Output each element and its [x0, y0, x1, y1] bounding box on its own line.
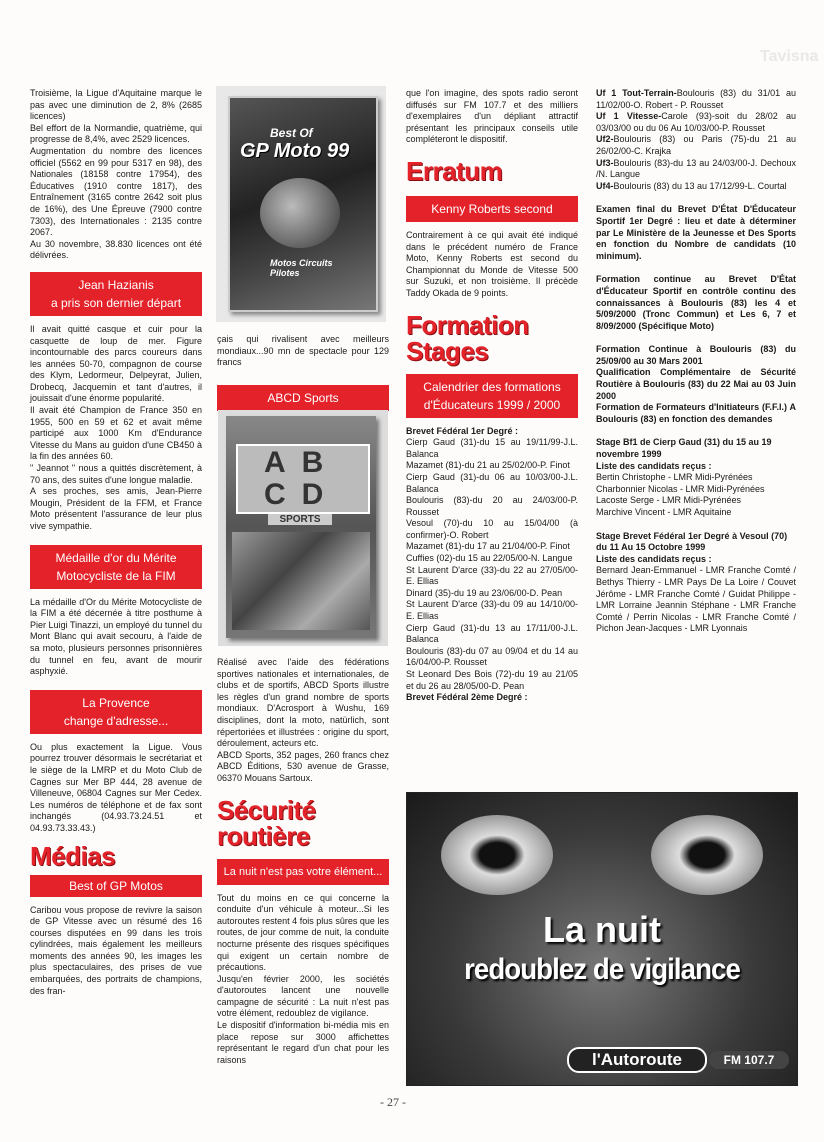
abcd-heading: ABCD Sports	[217, 385, 389, 411]
uf-list	[596, 88, 796, 192]
ad-radio: FM 107.7	[709, 1051, 789, 1069]
list-item: Charbonnier Nicolas - LMR Midi-Pyrénées	[596, 483, 765, 494]
examen-text: Examen final du Brevet D'État D'Éducateur Sportif 1er Degré : lieu et date à déterminer par Le Ministère de la Jeunesse et Des Sports en fonction du Nombre de candidats (10 minimum).	[596, 204, 796, 261]
paragraph: Au 30 novembre, 38.830 licences ont été délivrées.	[30, 238, 202, 261]
paragraph: " Jeannot " nous a quittés discrètement, à 70 ans, des suites d'une longue maladie.	[30, 463, 202, 485]
heading-line: La Provence	[82, 695, 150, 710]
erratum-title: Erratum	[406, 155, 503, 186]
list-item: Cierp Gaud (31)-du 06 au 10/03/00-J.L. Balanca	[406, 471, 578, 494]
formateurs-text: Formation de Formateurs d'Initiateurs (F.F.I.) A Boulouris (83) en fonction des demandes	[596, 402, 796, 424]
list-item: Cierp Gaud (31)-du 15 au 19/11/99-J.L. Balanca	[406, 437, 578, 459]
list-item: Marchive Vincent - LMR Aquitaine	[596, 507, 732, 517]
provence-heading	[30, 690, 202, 734]
heading-line: d'Éducateurs 1999 / 2000	[423, 397, 561, 412]
uf-text: Boulouris (83)-du 13 au 24/03/00-J. Dechoux /N. Langue	[596, 157, 796, 180]
heading-line: Motocycliste de la FIM	[56, 568, 176, 583]
paragraph: Bel effort de la Normandie, quatrième, qui progresse de 8,4%, avec 2529 licences.	[30, 122, 202, 145]
list-item: Cierp Gaud (31)-du 13 au 17/11/00-J.L. Balanca	[406, 622, 578, 645]
paragraph: Le dispositif d'information bi-média mis en place repose sur 3000 affichettes représentant le regard d'un chat pour les raisons	[217, 1020, 389, 1065]
paragraph: ABCD Sports, 352 pages, 260 francs chez ABCD Éditions, 530 avenue de Grasse, 06370 Mouans Sartoux.	[217, 749, 389, 783]
list-item	[596, 111, 796, 134]
heading-line: a pris son dernier départ	[50, 295, 182, 310]
uf-text: Boulouris (83) ou Paris (75)-du 21 au 26/02/00-C. Krajka	[596, 134, 796, 156]
stage2-list: Bernard Jean-Emmanuel - LMR Franche Comté / Bethys Thierry - LMR Pays De La Loire / Couvet Jérôme - LMR Franche Comté / Guidat Philippe - LMR Lorraine Jeannin Stéphane - LMR Franche Comté / Perrin Nicolas - LMR Franche Comté / Pichon Jean-Jacques - LMR Lyonnais	[596, 565, 796, 634]
qualif-text: Qualification Complémentaire de Sécurité Routière à Boulouris (83) du 22 Mai au 03 Juin 2000	[596, 367, 796, 401]
list-item	[596, 181, 796, 193]
stage2-list-heading: Liste des candidats reçus :	[596, 553, 712, 564]
uf-label: Uf3-	[596, 157, 614, 168]
list-item: Vesoul (70)-du 10 au 15/04/00 (à confirmer)-O. Robert	[406, 518, 578, 540]
medias-title: Médias	[30, 840, 116, 871]
list-item	[596, 158, 796, 181]
list-item: Mazamet (81)-du 17 au 21/04/00-P. Finot	[406, 541, 570, 552]
paragraph: Jusqu'en février 2000, les sociétés d'autoroutes lancent une nouvelle campagne de sécurité : La nuit n'est pas votre élément, redoublez de vigilance.	[217, 973, 389, 1019]
uf-label: Uf2-	[596, 134, 614, 145]
title-line: Sécurité	[217, 794, 316, 825]
heading-line: Jean Hazianis	[78, 277, 154, 292]
dvd-cover-image	[216, 86, 386, 322]
uf-text: Carole (93)-soit du 28/02 au 03/03/00 ou du 06 Au 10/03/00-P. Rousset	[596, 111, 796, 133]
nuit-text-cont: que l'on imagine, des spots radio seront diffusés sur FM 107.7 et des milliers d'exemplaires d'un dépliant attractif présentant les principaux conseils utile compléteront le dispositif.	[406, 88, 578, 145]
stage1-heading: Stage Bf1 de Cierp Gaud (31) du 15 au 19 novembre 1999	[596, 437, 772, 460]
column-4	[596, 88, 796, 635]
cover-text: AB	[264, 446, 340, 479]
list-item: St Laurent D'arce (33)-du 09 au 14/10/00-E. Ellias	[406, 599, 578, 622]
cover-text: Best Of	[270, 126, 313, 140]
cover-text: CD	[264, 478, 340, 511]
uf-label: Uf4-	[596, 180, 614, 191]
uf-label: Uf 1 Vitesse-	[596, 111, 662, 122]
ad-brand: l'Autoroute	[567, 1047, 707, 1073]
cover-title: GP Moto 99	[240, 140, 350, 162]
list-item: Lacoste Serge - LMR Midi-Pyrénées	[596, 495, 742, 506]
paragraph: Réalisé avec l'aide des fédérations sportives nationales et internationales, de clubs et de sportifs, ABCD Sports illustre les règles d'un grand nombre de sports mondiaux. D'Acrosport à Wushu, 169 disciplines, dont la moto, natürlich, sont répertoriées et illustrées : origine du sport, déroulement, acteurs etc.	[217, 657, 389, 749]
paragraph: Troisième, la Ligue d'Aquitaine marque le pas avec une diminution de 2, 8% (2685 licences)	[30, 88, 202, 122]
heading-line: Calendrier des formations	[423, 379, 561, 394]
list-item: St Leonard Des Bois (72)-du 19 au 21/05 et du 26 au 28/05/00-D. Pean	[406, 669, 578, 691]
ghost-header: Tavisna	[760, 48, 819, 65]
gp-text-cont: çais qui rivalisent avec meilleurs mondiaux...90 mn de spectacle pour 129 francs	[217, 334, 389, 368]
heading-line: Médaille d'or du Mérite	[55, 550, 177, 565]
paragraph: Augmentation du nombre des licences officiel (5562 en 99 pour 5317 en 98), des Nationales (18158 contre 17954), des Éducatives (1910 contre 1817), des Entraînement (3165 contre 2642 soit plus de 16%), des Une Épreuve (7900 contre 7303), des Internationales : 2135 contre 2067.	[30, 145, 202, 238]
hazianis-text	[30, 324, 202, 533]
formation-title	[406, 309, 578, 366]
list-item	[596, 88, 796, 111]
stage1-list-heading: Liste des candidats reçus :	[596, 460, 712, 471]
continue2-text: Formation Continue à Boulouris (83) du 25/09/00 au 30 Mars 2001	[596, 344, 796, 366]
calendrier-heading	[406, 374, 578, 418]
bf1-list	[406, 437, 578, 692]
heading-line: change d'adresse...	[63, 713, 169, 728]
cat-eye-left	[441, 815, 553, 895]
uf-text: Boulouris (83) du 31/01 au 11/02/00-O. Robert - P. Rousset	[596, 88, 796, 110]
list-item	[596, 134, 796, 157]
cover-text: SPORTS	[268, 514, 332, 525]
uf-label: Uf 1 Tout-Terrain-	[596, 88, 677, 98]
list-item: Mazamet (81)-du 21 au 25/02/00-P. Finot	[406, 460, 570, 471]
column-2-lower	[217, 657, 389, 1066]
list-item: Boulouris (83)-du 20 au 24/03/00-P. Rousset	[406, 495, 578, 517]
autoroute-ad	[406, 792, 798, 1086]
kenny-heading: Kenny Roberts second	[406, 196, 578, 222]
column-2	[217, 334, 389, 419]
paragraph: Il avait quitté casque et cuir pour la casquette de loup de mer. Figure incontournable des parcs coureurs dans les années 50-70, compagnon de course des Klym, Ledormeur, Delpeyrat, Julien, Drobecq, Jacquemin et tant d'autres, il jouissait d'une énorme popularité.	[30, 323, 202, 404]
kenny-text: Contrairement à ce qui avait été indiqué dans le précédent numéro de France Moto, Kenny Roberts est second du Championnat du Monde de Vitesse 500 sur Suzuki, et non troisième. Il précède Taddy Okada de 9 points.	[406, 229, 578, 298]
title-line: routière	[217, 820, 310, 851]
paragraph: Il avait été Champion de France 350 en 1955, 500 en 59 et 62 et avait même participé aux 1000 Km d'Endurance Vitesse du Mans au guidon d'une CB450 à la fin des années 60.	[30, 405, 202, 462]
nuit-heading: La nuit n'est pas votre élément...	[217, 859, 389, 885]
stage2-heading: Stage Brevet Fédéral 1er Degré à Vesoul (70) du 11 Au 15 Octobre 1999	[596, 530, 788, 553]
ad-headline-2: redoublez de vigilance	[464, 953, 740, 986]
abcd-book-image	[218, 410, 388, 646]
gp-text: Caribou vous propose de revivre la saison de GP Vitesse avec un résumé des 16 courses disputées en 99 dans les trois cylindrées, mais également les meilleurs moments des années 90, les images les plus spectaculaires, des prises de vue embarquées, des portraits de champions, des fran-	[30, 904, 202, 996]
paragraph: A ses proches, ses amis, Jean-Pierre Mougin, Président de la FFM, et France Moto présentent l'assurance de leur plus vive sympathie.	[30, 486, 202, 531]
licences-text	[30, 88, 202, 262]
ad-headline-1: La nuit	[543, 909, 661, 950]
abcd-text	[217, 657, 389, 785]
medaille-heading	[30, 545, 202, 589]
list-item: Cuffies (02)-du 15 au 22/05/00-N. Langue	[406, 553, 573, 564]
cat-eye-right	[651, 815, 763, 895]
cover-text: Motos Circuits Pilotes	[270, 258, 333, 278]
stage1-list	[596, 472, 796, 518]
list-item: Bertin Christophe - LMR Midi-Pyrénées	[596, 472, 753, 483]
nuit-text	[217, 893, 389, 1067]
continue1-text: Formation continue au Brevet D'État d'Éducateur Sportif en contrôle continu des connaissances à Boulouris (83) les 4 et 5/09/2000 (Tronc Commun) et Les 6, 7 et 8/09/2000 (Spécifique Moto)	[596, 274, 796, 331]
bf1-heading: Brevet Fédéral 1er Degré :	[406, 425, 519, 436]
list-item: St Laurent D'arce (33)-du 22 au 27/05/00-E. Ellias	[406, 564, 578, 587]
securite-title	[217, 794, 389, 851]
title-line: Stages	[406, 335, 489, 366]
provence-text: Ou plus exactement la Ligue. Vous pourrez trouver désormais le secrétariat et le siège de la LMRP et du Moto Club de Cagnes sur Mer BP 444, 28 avenue de Villeneuve, 06804 Cagnes sur Mer Cedex. Les numéros de téléphone et de fax sont inchangés (04.93.73.24.51 et 04.93.73.33.43.)	[30, 741, 202, 833]
paragraph: Tout du moins en ce qui concerne la conduite d'un véhicule à moteur...Si les autoroutes restent 4 fois plus sûres que les routes, de jour comme de nuit, la conduite nocturne présente des risques spécifiques qui exigent un certain nombre de précautions.	[217, 892, 389, 973]
uf-text: Boulouris (83) du 13 au 17/12/99-L. Courtal	[613, 180, 787, 191]
list-item: Boulouris (83)-du 07 au 09/04 et du 14 au 16/04/00-P. Rousset	[406, 645, 578, 668]
list-item: Dinard (35)-du 19 au 23/06/00-D. Pean	[406, 587, 563, 598]
hazianis-heading	[30, 272, 202, 316]
bf2-heading: Brevet Fédéral 2ème Degré :	[406, 692, 528, 703]
page-number: - 27 -	[380, 1095, 406, 1109]
title-line: Formation	[406, 309, 529, 340]
column-1	[30, 88, 202, 997]
column-3	[406, 88, 578, 704]
medaille-text: La médaille d'Or du Mérite Motocycliste de la FIM a été décernée à titre posthume à Pier Luigi Tinazzi, un employé du tunnel du Mont Blanc qui avait secouru, à l'aide de sa moto, plusieurs personnes prisonnières du tunnel en feu, avant de mourir asphyxié.	[30, 596, 202, 677]
gp-heading: Best of GP Motos	[30, 875, 202, 897]
